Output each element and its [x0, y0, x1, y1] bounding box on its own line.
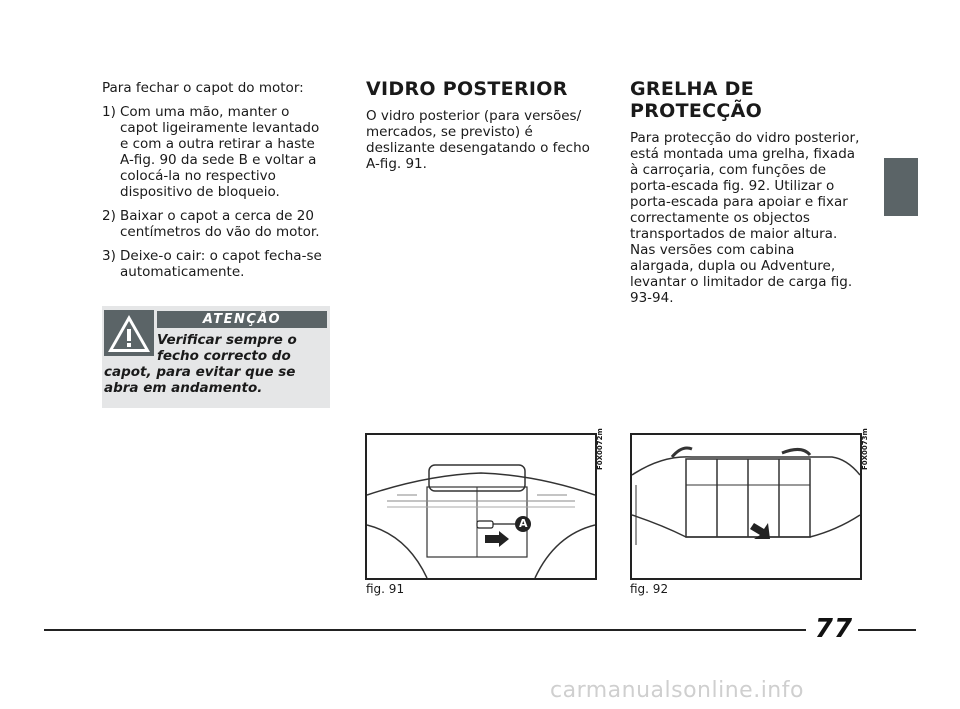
column-rear-window [366, 78, 596, 172]
protection-grille-illustration [632, 435, 860, 578]
warning-heading: ATENÇÃO [157, 311, 327, 328]
section-tab [884, 158, 918, 216]
intro-text: Para fechar o capot do motor: [102, 80, 304, 96]
page-number: 77 [814, 614, 854, 644]
steps-list [102, 104, 330, 280]
list-item: 2) Baixar o capot a cerca de 20 centímetros do vão do motor. [102, 208, 320, 240]
footer-rule-right [858, 629, 916, 631]
figure-91 [365, 433, 597, 580]
list-item: 1) Com uma mão, manter o capot ligeiramente levantado e com a outra retirar a haste A-fig. 90 da sede B e voltar a colocá-la no respectivo dispositivo de bloqueio. [102, 104, 320, 200]
figure-92 [630, 433, 862, 580]
warning-box [102, 306, 330, 408]
figure-code: F0X0072m [596, 428, 604, 470]
figure-caption: fig. 91 [366, 582, 405, 596]
column-protection-grille [630, 78, 862, 306]
footer-rule-left [44, 629, 806, 631]
column-closing-hood [102, 78, 330, 288]
section-title: VIDRO POSTERIOR [366, 78, 568, 100]
section-body: Para protecção do vidro posterior, está montada uma grelha, fixada à carroçaria, com funções de porta-escada fig. 92. Utilizar o porta-escada para apoiar e fixar correctamente os objectos transportados de maior altura. Nas versões com cabina alargada, dupla ou Adventure, levantar o limitador de carga fig. 93-94. [630, 130, 860, 306]
section-body: O vidro posterior (para versões/ mercados, se previsto) é deslizante desengatando o fecho A-fig. 91. [366, 108, 590, 172]
callout-a-label: A [519, 517, 528, 530]
rear-window-illustration [367, 435, 595, 578]
section-title: GRELHA DE PROTECÇÃO [630, 78, 763, 122]
list-item: 3) Deixe-o cair: o capot fecha-se automaticamente. [102, 248, 322, 280]
figure-caption: fig. 92 [630, 582, 669, 596]
warning-text: Verificar sempre o fecho correcto do capot, para evitar que se abra em andamento. [104, 332, 297, 396]
figure-code: F0X0073m [861, 428, 869, 470]
watermark: carmanualsonline.info [550, 678, 804, 703]
